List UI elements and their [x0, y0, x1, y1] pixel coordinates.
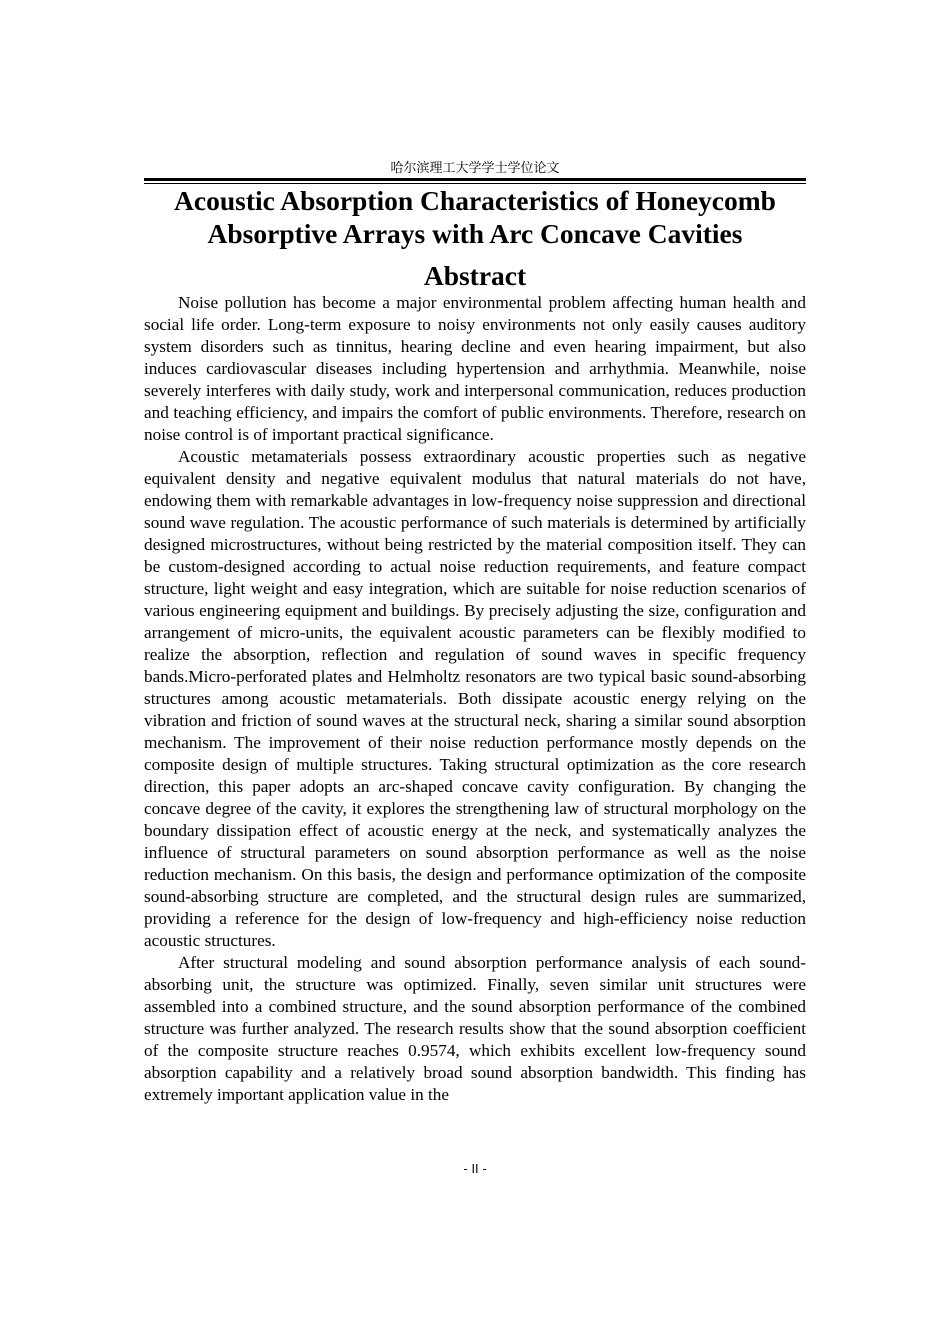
abstract-heading: Abstract — [423, 260, 527, 291]
abstract-paragraph: Acoustic metamaterials possess extraordinary acoustic properties such as negative equivalent density and negative equivalent modulus that natural materials do not have, endowing them with remarkable advantages in low-frequency noise suppression and directional sound wave regulation. The acoustic performance of such materials is determined by artificially designed microstructures, without being restricted by the material composition itself. They can be custom-designed according to actual noise reduction requirements, and feature compact structure, light weight and easy integration, which are suitable for noise reduction scenarios of various engineering equipment and buildings. By precisely adjusting the size, configuration and arrangement of micro-units, the equivalent acoustic parameters can be flexibly modified to realize the absorption, reflection and regulation of sound waves in specific frequency bands.Micro-perforated plates and Helmholtz resonators are two typical basic sound-absorbing structures among acoustic metamaterials. Both dissipate acoustic energy relying on the vibration and friction of sound waves at the structural neck, sharing a similar sound absorption mechanism. The improvement of their noise reduction performance mostly depends on the composite design of multiple structures. Taking structural optimization as the core research direction, this paper adopts an arc-shaped concave cavity configuration. By changing the concave degree of the cavity, it explores the strengthening law of structural morphology on the boundary dissipation effect of acoustic energy at the neck, and systematically analyzes the influence of structural parameters on sound absorption performance as well as the noise reduction mechanism. On this basis, the design and performance optimization of the composite sound-absorbing structure are completed, and the structural design rules are summarized, providing a reference for the design of low-frequency and high-efficiency noise reduction acoustic structures. — [144, 447, 806, 950]
abstract-paragraph: Noise pollution has become a major environmental problem affecting human health and social life order. Long-term exposure to noisy environments not only easily causes auditory system disorders such as tinnitus, hearing decline and even hearing impairment, but also induces cardiovascular diseases including hypertension and arrhythmia. Meanwhile, noise severely interferes with daily study, work and interpersonal communication, reduces production and teaching efficiency, and impairs the comfort of public environments. Therefore, research on noise control is of important practical significance. — [144, 293, 806, 444]
thesis-title-line-1: Acoustic Absorption Characteristics of Honeycomb — [174, 185, 776, 216]
thesis-title — [134, 184, 816, 250]
header-rule-thick — [144, 178, 806, 181]
abstract-paragraph: After structural modeling and sound absorption performance analysis of each sound-absorbing unit, the structure was optimized. Finally, seven similar unit structures were assembled into a combined structure, and the sound absorption performance of the combined structure was further analyzed. The research results show that the sound absorption coefficient of the composite structure reaches 0.9574, which exhibits excellent low-frequency sound absorption capability and a relatively broad sound absorption bandwidth. This finding has extremely important application value in the — [144, 953, 806, 1104]
page-number: - II - — [463, 1162, 487, 1176]
thesis-title-line-2: Absorptive Arrays with Arc Concave Cavities — [207, 218, 743, 249]
running-header: 哈尔滨理工大学学士学位论文 — [390, 161, 560, 176]
abstract-body — [144, 292, 806, 1106]
